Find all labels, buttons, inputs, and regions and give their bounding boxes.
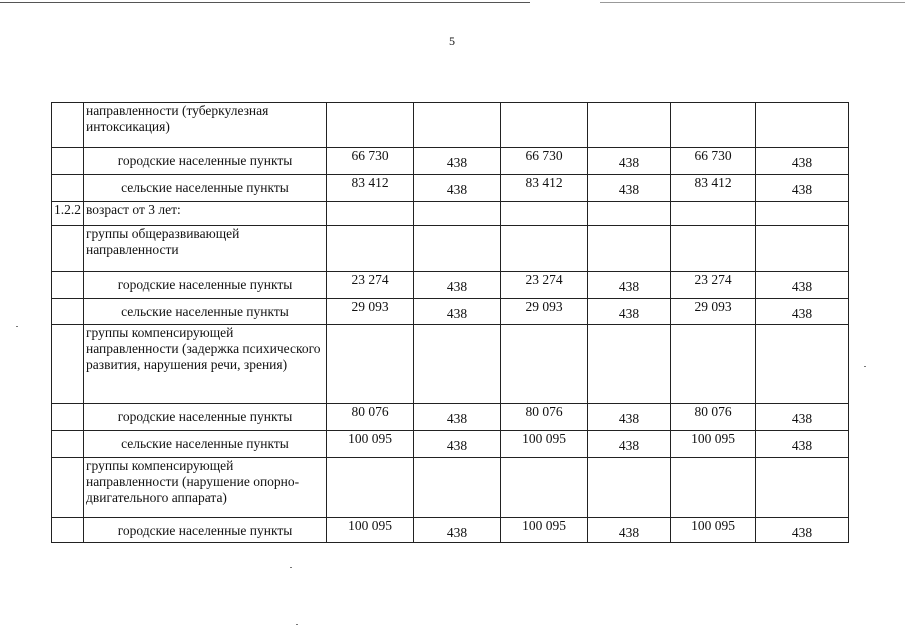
row-number bbox=[52, 518, 84, 543]
value-cell bbox=[756, 226, 849, 272]
value-cell: 66 730 bbox=[501, 148, 588, 175]
value-cell bbox=[414, 226, 501, 272]
value-cell bbox=[414, 103, 501, 148]
row-label: группы компенсирующей направленности (задержка психического развития, нарушения речи, зрения) bbox=[84, 325, 327, 404]
table-row bbox=[52, 404, 849, 431]
value-cell bbox=[501, 458, 588, 518]
value-cell bbox=[501, 103, 588, 148]
value-cell: 438 bbox=[588, 148, 671, 175]
value-cell bbox=[588, 103, 671, 148]
row-number bbox=[52, 148, 84, 175]
table-row bbox=[52, 272, 849, 299]
value-cell bbox=[414, 202, 501, 226]
table-row bbox=[52, 175, 849, 202]
row-number bbox=[52, 103, 84, 148]
value-cell: 66 730 bbox=[327, 148, 414, 175]
row-label: городские населенные пункты bbox=[84, 272, 327, 299]
row-label: городские населенные пункты bbox=[84, 404, 327, 431]
value-cell: 438 bbox=[756, 431, 849, 458]
value-cell: 66 730 bbox=[671, 148, 756, 175]
value-cell bbox=[501, 226, 588, 272]
value-cell bbox=[327, 103, 414, 148]
value-cell: 80 076 bbox=[671, 404, 756, 431]
value-cell bbox=[588, 226, 671, 272]
value-cell: 23 274 bbox=[327, 272, 414, 299]
row-number bbox=[52, 325, 84, 404]
row-number bbox=[52, 175, 84, 202]
value-cell bbox=[327, 458, 414, 518]
value-cell: 438 bbox=[756, 518, 849, 543]
value-cell bbox=[671, 325, 756, 404]
table-row bbox=[52, 148, 849, 175]
value-cell: 100 095 bbox=[501, 431, 588, 458]
value-cell bbox=[327, 202, 414, 226]
page-number: 5 bbox=[449, 34, 455, 48]
scan-speck bbox=[290, 567, 292, 568]
value-cell: 438 bbox=[756, 175, 849, 202]
row-number bbox=[52, 226, 84, 272]
value-cell bbox=[756, 202, 849, 226]
value-cell: 83 412 bbox=[327, 175, 414, 202]
table-row bbox=[52, 226, 849, 272]
value-cell bbox=[756, 103, 849, 148]
value-cell: 100 095 bbox=[671, 518, 756, 543]
row-label: сельские населенные пункты bbox=[84, 175, 327, 202]
value-cell bbox=[327, 325, 414, 404]
value-cell: 438 bbox=[588, 272, 671, 299]
value-cell: 80 076 bbox=[327, 404, 414, 431]
value-cell bbox=[756, 325, 849, 404]
value-cell: 438 bbox=[756, 404, 849, 431]
value-cell: 23 274 bbox=[671, 272, 756, 299]
row-label: направленности (туберкулезная интоксикация) bbox=[84, 103, 327, 148]
value-cell: 100 095 bbox=[327, 431, 414, 458]
value-cell bbox=[501, 202, 588, 226]
data-table bbox=[51, 102, 849, 543]
value-cell bbox=[756, 458, 849, 518]
value-cell: 438 bbox=[414, 404, 501, 431]
value-cell: 438 bbox=[588, 404, 671, 431]
value-cell: 100 095 bbox=[327, 518, 414, 543]
table-row bbox=[52, 325, 849, 404]
table-row bbox=[52, 458, 849, 518]
value-cell: 438 bbox=[588, 431, 671, 458]
value-cell bbox=[671, 202, 756, 226]
row-label: городские населенные пункты bbox=[84, 518, 327, 543]
row-number bbox=[52, 299, 84, 325]
value-cell: 438 bbox=[756, 299, 849, 325]
value-cell: 29 093 bbox=[671, 299, 756, 325]
value-cell bbox=[414, 325, 501, 404]
row-number: 1.2.2 bbox=[52, 202, 84, 226]
value-cell bbox=[671, 226, 756, 272]
value-cell: 438 bbox=[414, 299, 501, 325]
value-cell bbox=[588, 325, 671, 404]
value-cell: 100 095 bbox=[501, 518, 588, 543]
value-cell: 29 093 bbox=[501, 299, 588, 325]
value-cell: 83 412 bbox=[671, 175, 756, 202]
scan-speck bbox=[296, 624, 298, 625]
scan-speck bbox=[16, 326, 18, 327]
table-row bbox=[52, 299, 849, 325]
row-number bbox=[52, 431, 84, 458]
value-cell: 438 bbox=[756, 272, 849, 299]
value-cell: 100 095 bbox=[671, 431, 756, 458]
row-label: сельские населенные пункты bbox=[84, 299, 327, 325]
table-row bbox=[52, 518, 849, 543]
row-label: группы компенсирующей направленности (нарушение опорно-двигательного аппарата) bbox=[84, 458, 327, 518]
value-cell: 438 bbox=[414, 148, 501, 175]
scan-speck bbox=[864, 366, 866, 367]
value-cell: 438 bbox=[588, 175, 671, 202]
value-cell: 438 bbox=[414, 272, 501, 299]
value-cell bbox=[327, 226, 414, 272]
value-cell: 438 bbox=[588, 518, 671, 543]
value-cell bbox=[588, 458, 671, 518]
row-label: сельские населенные пункты bbox=[84, 431, 327, 458]
value-cell bbox=[671, 458, 756, 518]
value-cell: 23 274 bbox=[501, 272, 588, 299]
value-cell: 29 093 bbox=[327, 299, 414, 325]
value-cell: 438 bbox=[414, 175, 501, 202]
value-cell: 438 bbox=[588, 299, 671, 325]
table-row bbox=[52, 103, 849, 148]
value-cell: 83 412 bbox=[501, 175, 588, 202]
value-cell: 438 bbox=[414, 431, 501, 458]
table-row bbox=[52, 202, 849, 226]
value-cell bbox=[671, 103, 756, 148]
row-label: городские населенные пункты bbox=[84, 148, 327, 175]
value-cell bbox=[414, 458, 501, 518]
row-number bbox=[52, 458, 84, 518]
value-cell: 438 bbox=[414, 518, 501, 543]
value-cell: 438 bbox=[756, 148, 849, 175]
row-number bbox=[52, 404, 84, 431]
row-label: группы общеразвивающей направленности bbox=[84, 226, 327, 272]
top-rule bbox=[0, 2, 530, 3]
row-number bbox=[52, 272, 84, 299]
value-cell bbox=[501, 325, 588, 404]
row-label: возраст от 3 лет: bbox=[84, 202, 327, 226]
value-cell: 80 076 bbox=[501, 404, 588, 431]
table-row bbox=[52, 431, 849, 458]
top-rule-right bbox=[600, 2, 905, 3]
value-cell bbox=[588, 202, 671, 226]
